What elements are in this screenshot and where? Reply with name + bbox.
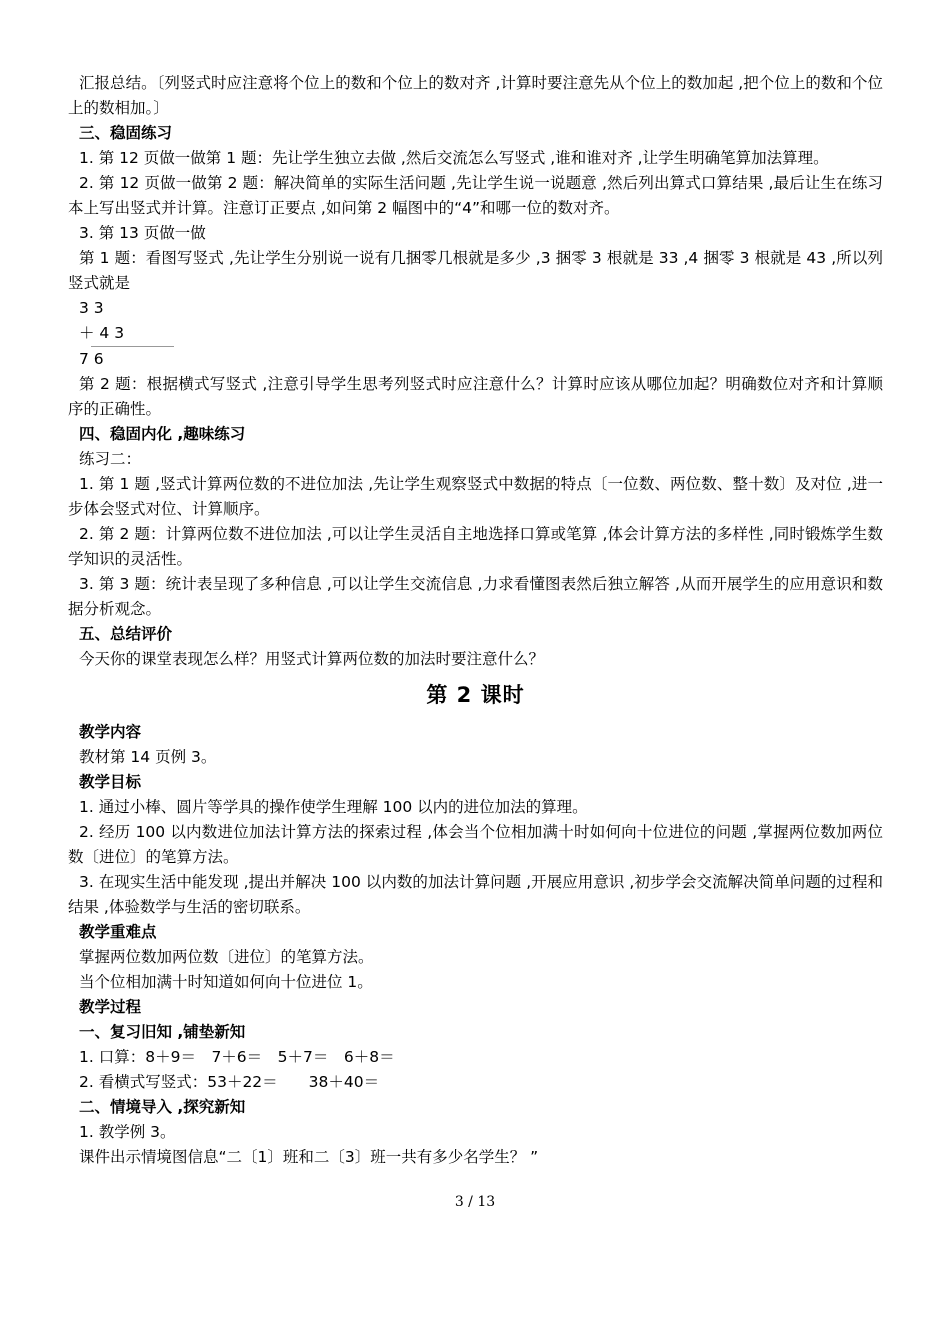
vertical-calculation bbox=[68, 296, 883, 372]
paragraph-goal-2: 2. 经历 100 以内数进位加法计算方法的探索过程 ,体会当个位相加满十时如何向十位进位的问题 ,掌握两位数加两位数〔进位〕的笔算方法。 bbox=[68, 823, 883, 866]
paragraph-practice-3: 3. 第 3 题：统计表呈现了多种信息 ,可以让学生交流信息 ,力求看懂图表然后独立解答 ,从而开展学生的应用意识和数据分析观念。 bbox=[68, 575, 883, 618]
heading-teaching-goals: 教学目标 bbox=[79, 773, 142, 791]
paragraph-key-point-1: 掌握两位数加两位数〔进位〕的笔算方法。 bbox=[79, 948, 374, 966]
paragraph-key-point-2: 当个位相加满十时知道如何向十位进位 1。 bbox=[79, 973, 373, 991]
calc-result: 7 6 bbox=[79, 350, 104, 368]
heading-key-points: 教学重难点 bbox=[79, 923, 157, 941]
paragraph-exercise-2: 2. 第 12 页做一做第 2 题：解决简单的实际生活问题 ,先让学生说一说题意 ,然后列出算式口算结果 ,最后让生在练习本上写出竖式并计算。注意订正要点 ,如问第 2 幅图中的“4”和哪一位的数对齐。 bbox=[68, 174, 883, 217]
paragraph-question-2: 第 2 题：根据横式写竖式 ,注意引导学生思考列竖式时应注意什么？计算时应该从哪位加起？明确数位对齐和计算顺序的正确性。 bbox=[68, 375, 883, 418]
paragraph-goal-3: 3. 在现实生活中能发现 ,提出并解决 100 以内数的加法计算问题 ,开展应用意识 ,初步学会交流解决简单问题的过程和结果 ,体验数学与生活的密切联系。 bbox=[68, 873, 883, 916]
lesson-title: 第 2 课时 bbox=[426, 683, 525, 707]
paragraph-summary: 汇报总结。〔列竖式时应注意将个位上的数和个位上的数对齐 ,计算时要注意先从个位上的数加起 ,把个位上的数和个位上的数相加。〕 bbox=[68, 74, 883, 117]
paragraph-goal-1: 1. 通过小棒、圆片等学具的操作使学生理解 100 以内的进位加法的算理。 bbox=[79, 798, 588, 816]
paragraph-exercise-1: 1. 第 12 页做一做第 1 题：先让学生独立去做 ,然后交流怎么写竖式 ,谁和谁对齐 ,让学生明确笔算加法算理。 bbox=[79, 149, 829, 167]
section-heading-4: 四、稳固内化 ,趣味练习 bbox=[79, 425, 246, 443]
heading-teaching-process: 教学过程 bbox=[79, 998, 142, 1016]
paragraph-evaluation: 今天你的课堂表现怎么样？用竖式计算两位数的加法时要注意什么？ bbox=[79, 650, 545, 668]
paragraph-question-1: 第 1 题：看图写竖式 ,先让学生分别说一说有几捆零几根就是多少 ,3 捆零 3 根就是 33 ,4 捆零 3 根就是 43 ,所以列竖式就是 bbox=[68, 249, 883, 292]
paragraph-practice-2: 2. 第 2 题：计算两位数不进位加法 ,可以让学生灵活自主地选择口算或笔算 ,体会计算方法的多样性 ,同时锻炼学生数学知识的灵活性。 bbox=[68, 525, 883, 568]
calc-top-number: 3 3 bbox=[79, 299, 104, 317]
paragraph-example: 1. 教学例 3。 bbox=[79, 1123, 176, 1141]
paragraph-exercise-3: 3. 第 13 页做一做 bbox=[79, 224, 206, 242]
section-heading-1: 一、复习旧知 ,铺垫新知 bbox=[79, 1023, 246, 1041]
paragraph-oral-calc: 1. 口算：8＋9＝ 7＋6＝ 5＋7＝ 6＋8＝ bbox=[79, 1048, 395, 1066]
section-heading-3: 三、稳固练习 bbox=[79, 124, 173, 142]
paragraph-write-vertical: 2. 看横式写竖式：53＋22＝ 38＋40＝ bbox=[79, 1073, 380, 1091]
paragraph-practice-1: 1. 第 1 题 ,竖式计算两位数的不进位加法 ,先让学生观察竖式中数据的特点〔一位数、两位数、整十数〕及对位 ,进一步体会竖式对位、计算顺序。 bbox=[68, 475, 883, 518]
page-number: 3 / 13 bbox=[454, 1194, 496, 1210]
calc-addend: ＋ 4 3 bbox=[79, 324, 125, 342]
paragraph-scenario: 课件出示情境图信息“二〔1〕班和二〔3〕班一共有多少名学生？ ” bbox=[79, 1148, 539, 1166]
section-heading-5: 五、总结评价 bbox=[79, 625, 173, 643]
page-content bbox=[68, 71, 883, 1170]
paragraph-teaching-content: 教材第 14 页例 3。 bbox=[79, 748, 217, 766]
paragraph-practice-label: 练习二： bbox=[79, 450, 142, 468]
section-heading-2: 二、情境导入 ,探究新知 bbox=[79, 1098, 246, 1116]
heading-teaching-content: 教学内容 bbox=[79, 723, 142, 741]
